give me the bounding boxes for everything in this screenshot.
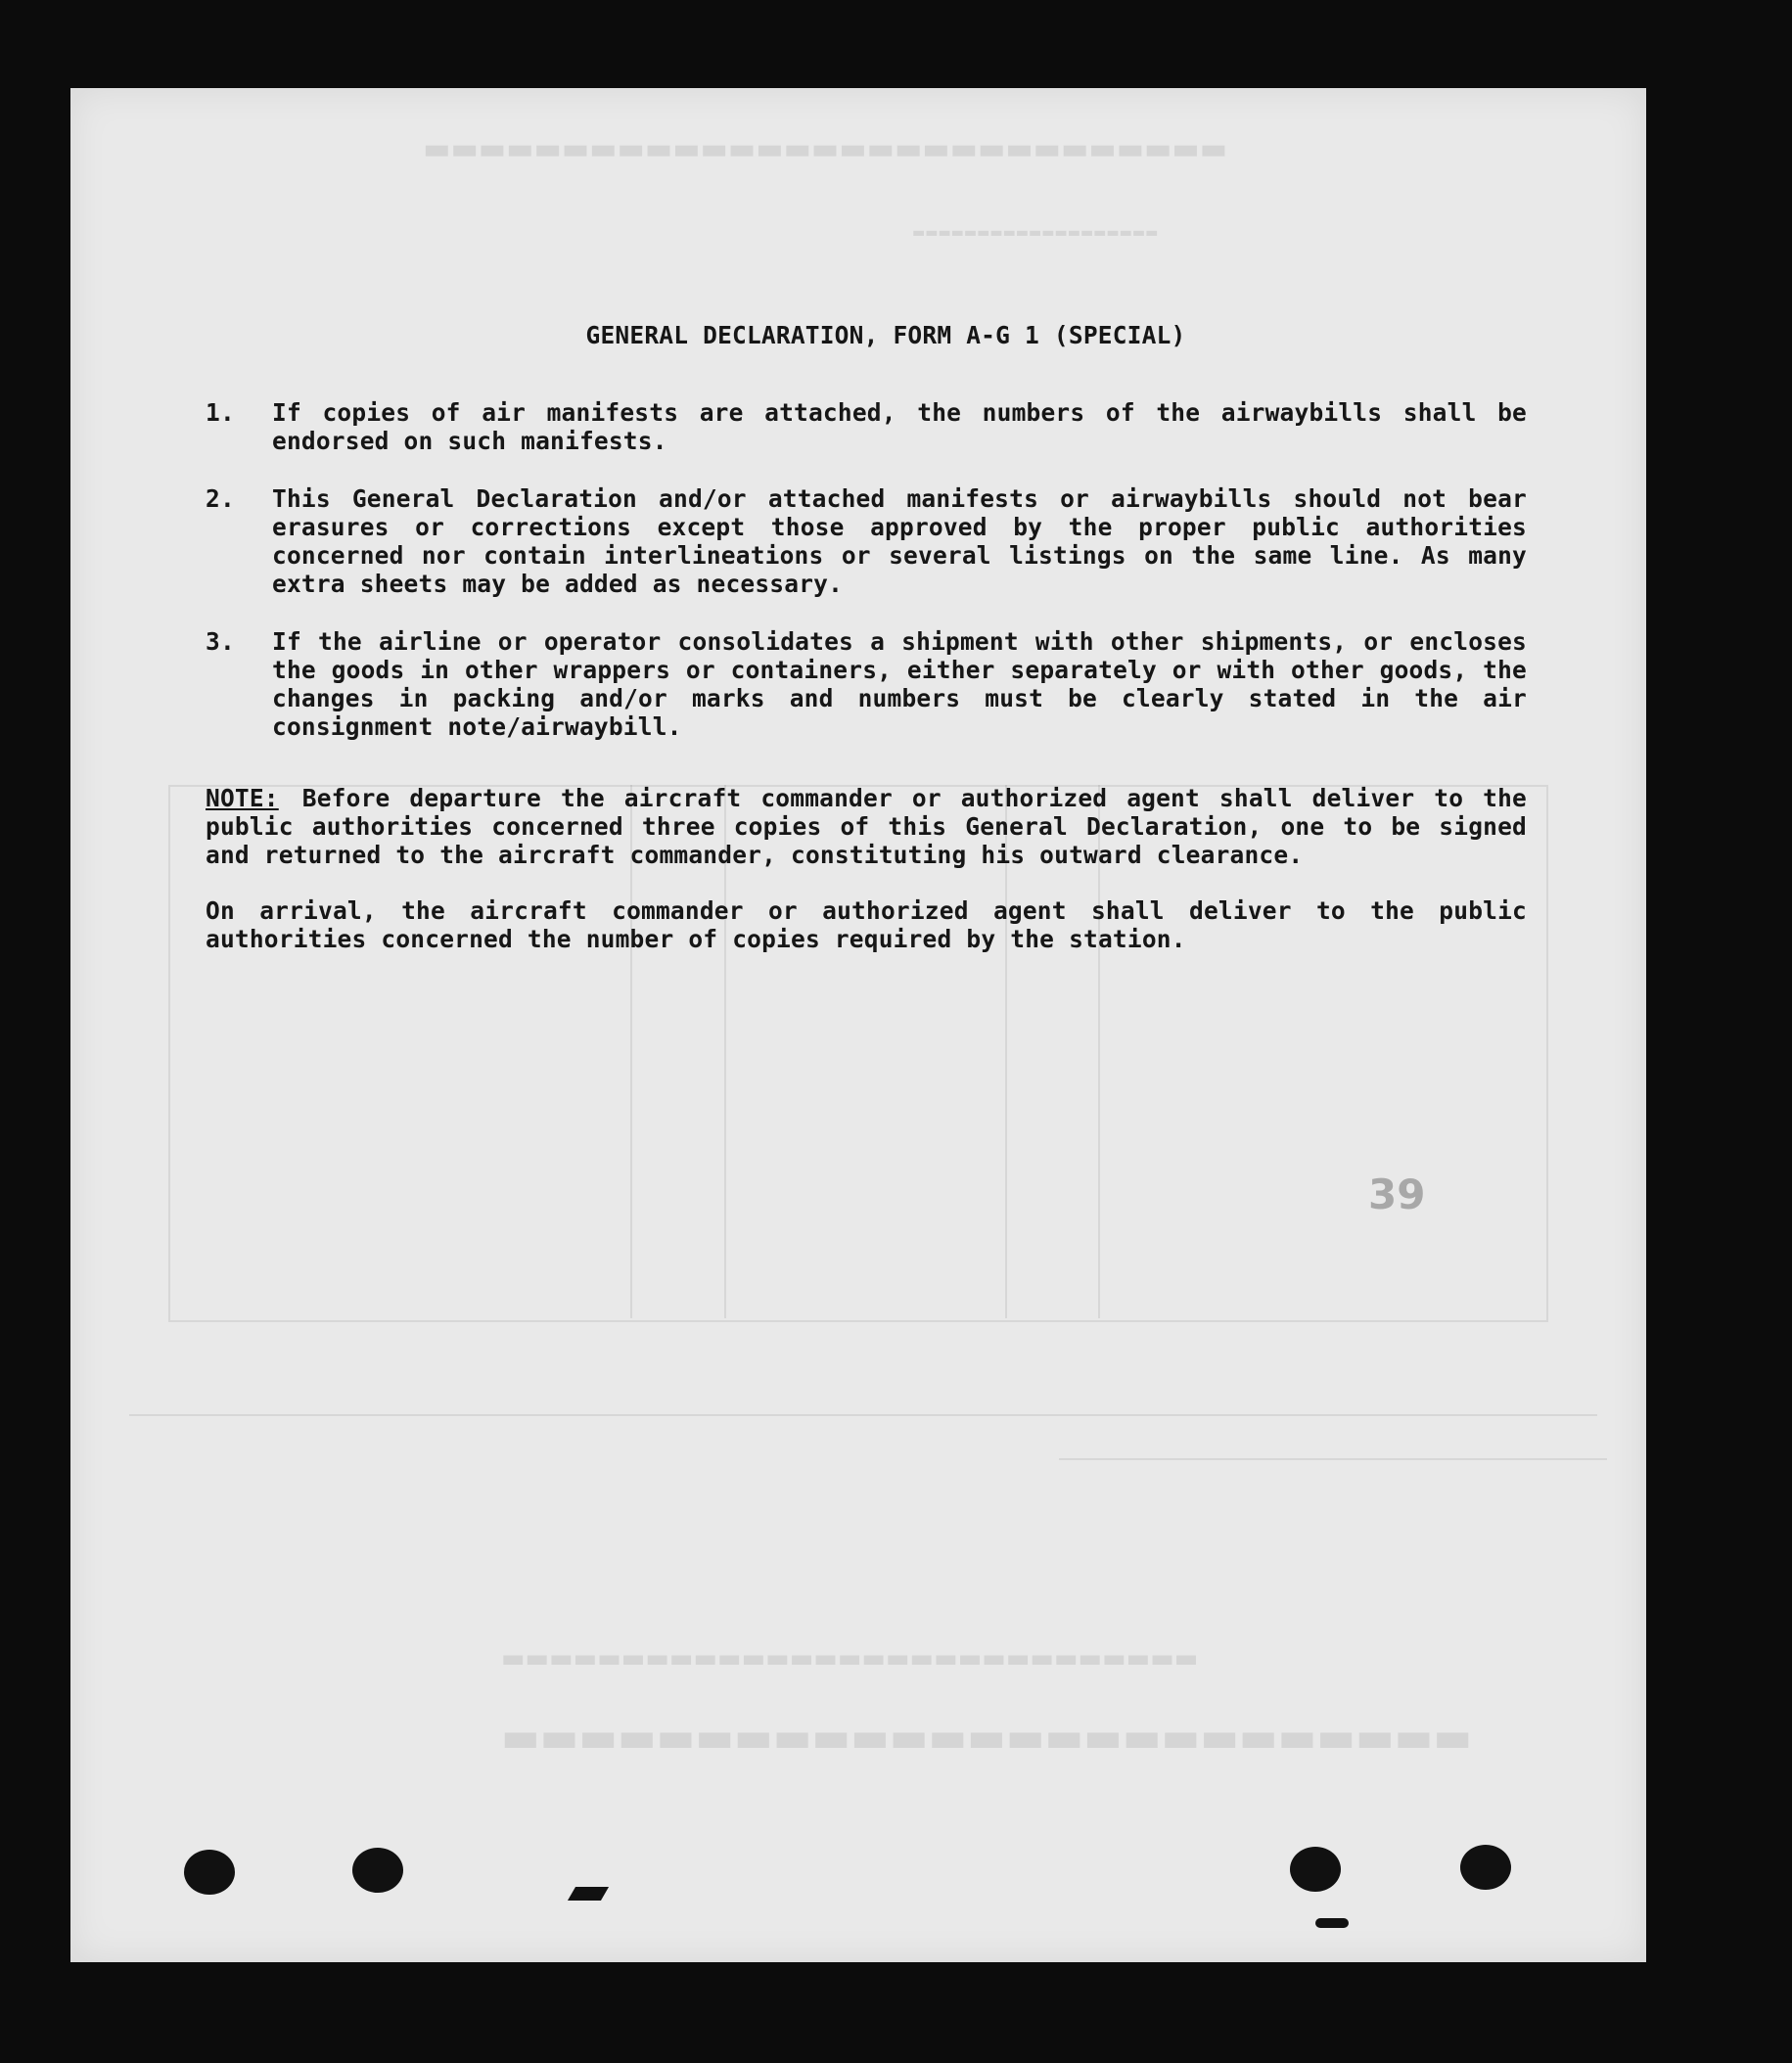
item-number: 1. (206, 398, 235, 427)
list-item (206, 398, 1527, 455)
bleed-through-rule (1059, 1458, 1607, 1460)
punch-hole (1460, 1845, 1511, 1890)
bleed-through-text: ▬▬▬▬▬▬▬▬▬▬▬▬▬▬▬▬▬▬▬▬▬▬▬▬▬ (501, 1713, 1473, 1761)
bleed-through-text: ▬▬▬▬▬▬▬▬▬▬▬▬▬▬▬▬▬▬▬ (912, 225, 1159, 241)
page-mark: 39 (1368, 1170, 1426, 1218)
list-item (206, 484, 1527, 598)
bleed-through-rule (129, 1414, 1597, 1416)
punch-hole (352, 1848, 403, 1893)
item-text: This General Declaration and/or attached manifests or airwaybills should not bear erasures or corrections except those approved by the proper public authorities concerned nor contain interlineations or several listings on the same line. As many extra sheets may be added as necessary. (272, 484, 1527, 598)
arrival-paragraph: On arrival, the aircraft commander or authorized agent shall deliver to the public authorities concerned the number of copies required by the station. (206, 896, 1527, 953)
item-number: 3. (206, 627, 235, 656)
ink-mark (568, 1887, 609, 1901)
bleed-through-text: ▬▬▬▬▬▬▬▬▬▬▬▬▬▬▬▬▬▬▬▬▬▬▬▬▬▬▬▬▬ (501, 1644, 1199, 1673)
item-text: If the airline or operator consolidates a shipment with other shipments, or encloses the goods in other wrappers or containers, either separately or with other goods, the changes in packing and/or marks and numbers must be clearly stated in the air consignment note/airwaybill. (272, 627, 1527, 741)
list-item (206, 627, 1527, 741)
bleed-through-text: ▬▬▬▬▬▬▬▬▬▬▬▬▬▬▬▬▬▬▬▬▬▬▬▬▬▬▬▬▬ (423, 132, 1227, 166)
ink-mark (1315, 1918, 1349, 1928)
item-number: 2. (206, 484, 235, 513)
declaration-content (206, 313, 1527, 953)
punch-hole (184, 1850, 235, 1895)
document-title: GENERAL DECLARATION, FORM A-G 1 (SPECIAL) (585, 321, 1186, 349)
punch-hole (1290, 1847, 1341, 1892)
note-paragraph (206, 784, 1527, 869)
note-label: NOTE: (206, 784, 279, 812)
note-text: Before departure the aircraft commander or authorized agent shall deliver to the public authorities concerned three copies of this General Declaration, one to be signed and returned to the aircraft commander, constituting his outward clearance. (206, 784, 1527, 869)
item-text: If copies of air manifests are attached, the numbers of the airwaybills shall be endorsed on such manifests. (272, 398, 1527, 455)
